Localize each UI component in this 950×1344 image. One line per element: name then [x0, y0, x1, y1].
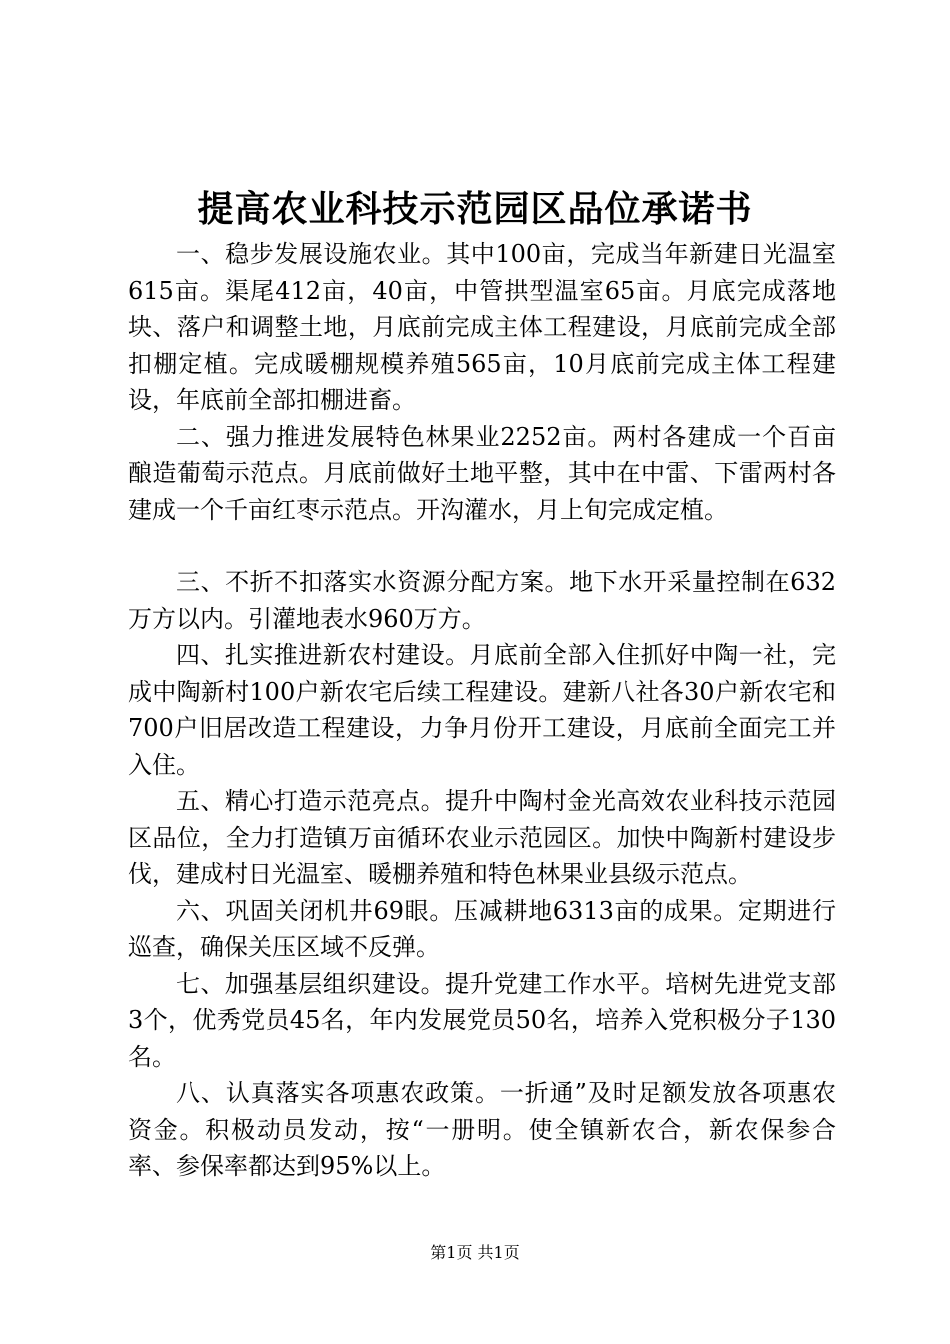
paragraph-5: 五、精心打造示范亮点。提升中陶村金光高效农业科技示范园区品位，全力打造镇万亩循环农业示范园区。加快中陶新村建设步伐，建成村日光温室、暖棚养殖和特色林果业县级示范点。	[128, 787, 836, 888]
paragraph-3: 三、不折不扣落实水资源分配方案。地下水开采量控制在632万方以内。引灌地表水960万方。	[128, 568, 836, 633]
paragraph-1: 一、稳步发展设施农业。其中100亩，完成当年新建日光温室615亩。渠尾412亩，40亩，中管拱型温室65亩。月底完成落地块、落户和调整土地，月底前完成主体工程建设，月底前完成全部扣棚定植。完成暖棚规模养殖565亩，10月底前完成主体工程建设，年底前全部扣棚进畜。	[128, 240, 836, 414]
page-footer: 第1页 共1页	[430, 1243, 520, 1262]
document-body	[128, 236, 836, 1185]
paragraph-4: 四、扎实推进新农村建设。月底前全部入住抓好中陶一社，完成中陶新村100户新农宅后续工程建设。建新八社各30户新农宅和700户旧居改造工程建设，力争月份开工建设，月底前全面完工并入住。	[128, 641, 836, 779]
paragraph-6: 六、巩固关闭机井69眼。压减耕地6313亩的成果。定期进行巡查，确保关压区域不反弹。	[128, 896, 836, 961]
paragraph-8: 八、认真落实各项惠农政策。一折通”及时足额发放各项惠农资金。积极动员发动，按“一册明。使全镇新农合，新农保参合率、参保率都达到95%以上。	[128, 1079, 836, 1180]
paragraph-7: 七、加强基层组织建设。提升党建工作水平。培树先进党支部3个，优秀党员45名，年内发展党员50名，培养入党积极分子130名。	[128, 969, 836, 1071]
document-title: 提高农业科技示范园区品位承诺书	[197, 188, 753, 230]
paragraph-2: 二、强力推进发展特色林果业2252亩。两村各建成一个百亩酿造葡萄示范点。月底前做好土地平整，其中在中雷、下雷两村各建成一个千亩红枣示范点。开沟灌水，月上旬完成定植。	[128, 422, 836, 524]
